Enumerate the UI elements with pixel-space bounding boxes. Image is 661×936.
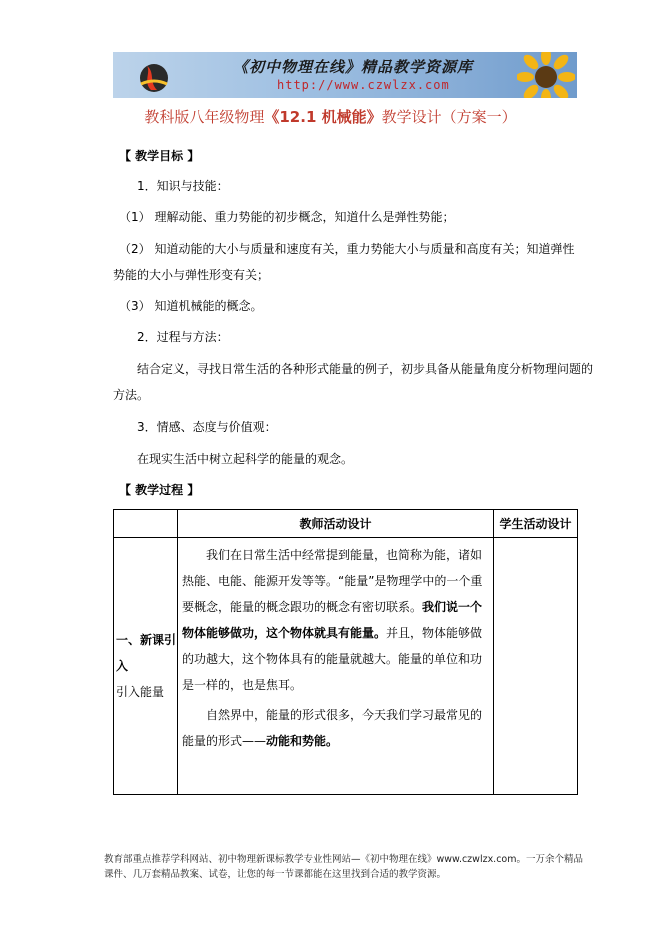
goal-item-1-3: （3） 知道机械能的概念。 [119,299,263,313]
header-teacher-activity: 教师活动设计 [178,510,494,538]
process-heading: 【 教学过程 】 [119,483,200,497]
header-cell-empty [114,510,178,538]
goal-item-1-1: （1） 理解动能、重力势能的初步概念，知道什么是弹性势能； [119,210,455,224]
activity-paragraph-2 [182,702,489,754]
page-footer: 教育部重点推荐学科网站、初中物理新课标教学专业性网站—《初中物理在线》www.czwlzx.com。一万余个精品课件、几万套精品教案、试卷，让您的每一节课都能在这里找到合适的教学资源。 [104,854,583,880]
table-row [114,538,578,795]
header-banner [113,52,577,98]
goals-heading: 【 教学目标 】 [119,149,200,163]
para2-text-bold: 动能和势能。 [266,734,339,748]
goal-item-2-text-b: 方法。 [113,388,150,402]
activity-paragraph-1 [182,542,489,698]
goal-item-1-2b: 势能的大小与弹性形变有关； [113,268,270,282]
goal-item-2-text-a: 结合定义，寻找日常生活的各种形式能量的例子，初步具备从能量角度分析物理问题的 [137,362,594,376]
banner-title: 《初中物理在线》精品教学资源库 [233,58,474,76]
teacher-activity-cell [178,538,494,795]
stage-title: 一、新课引入 [116,633,177,673]
document-title [0,106,661,127]
para1-text-bold: 我们说一个物体能够做功，这个物体就具有能量。 [182,600,483,640]
goal-item-3-text: 在现实生活中树立起科学的能量的观念。 [137,452,354,466]
table-header-row [114,510,578,538]
stage-cell [114,538,178,795]
title-chapter: 《12.1 机械能》 [264,108,382,126]
goal-item-2: 2．过程与方法： [137,330,229,344]
goal-item-1: 1．知识与技能： [137,179,229,193]
site-logo-icon [137,58,171,94]
title-suffix: 教学设计（方案一） [381,108,517,126]
teaching-process-table [113,509,578,795]
stage-subtitle: 引入能量 [116,685,165,699]
goal-item-1-2a: （2） 知道动能的大小与质量和速度有关，重力势能大小与质量和高度有关；知道弹性 [119,242,575,256]
banner-url[interactable]: http://www.czwlzx.com [277,78,450,92]
sunflower-icon [517,52,575,98]
para1-text-a: 我们在日常生活中经常提到能量，也简称为能，诸如热能、电能、能源开发等等。“能量”是物理学中的一个重要概念，能量的概念跟功的概念有密切联系。 [182,548,483,614]
title-prefix: 教科版八年级物理 [144,108,265,126]
para2-text-a: 自然界中，能量的形式很多，今天我们学习最常见的能量的形式—— [182,708,483,748]
para1-text-b: 并且，物体能够做的功越大，这个物体具有的能量就越大。能量的单位和功是一样的，也是焦耳。 [182,626,483,692]
header-student-activity: 学生活动设计 [494,510,578,538]
student-activity-cell [494,538,578,795]
goal-item-3: 3．情感、态度与价值观： [137,420,277,434]
